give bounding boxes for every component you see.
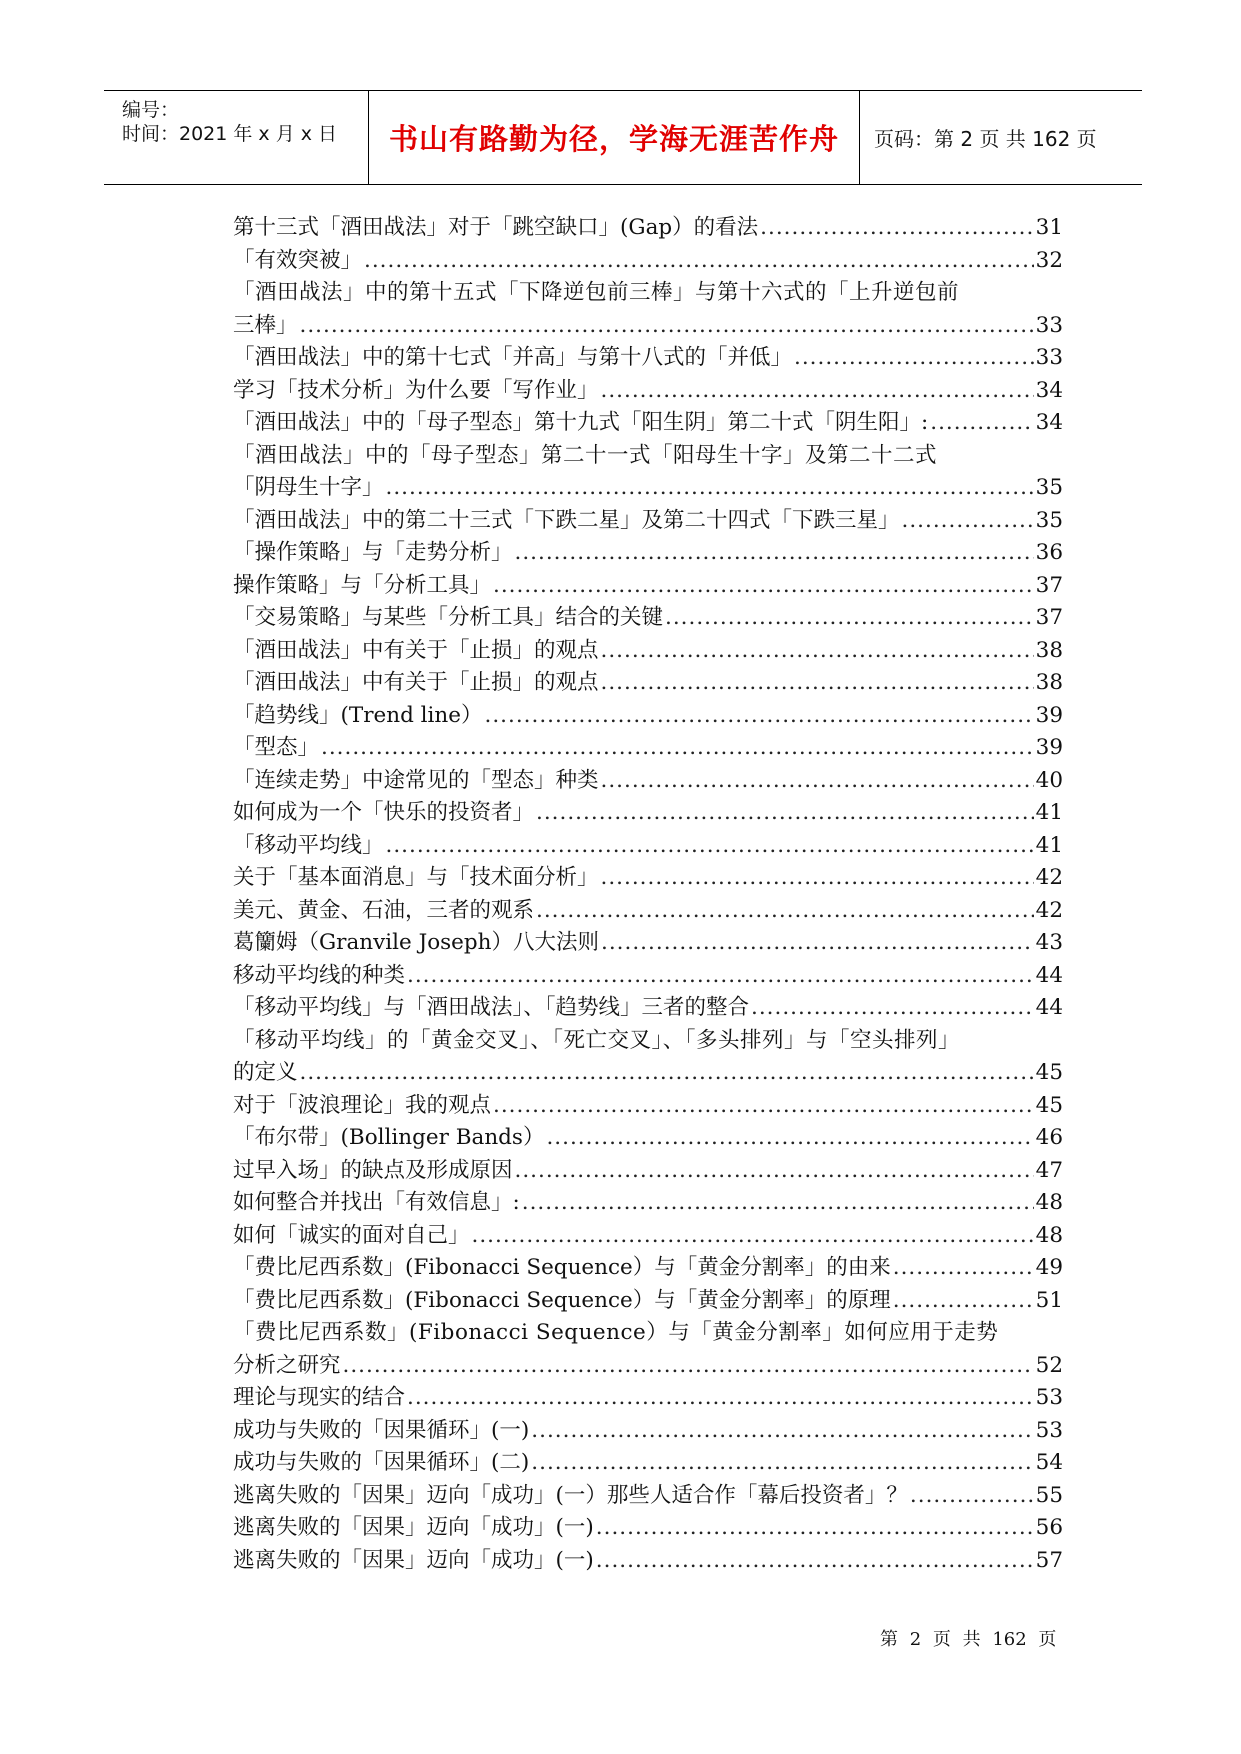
dot-leader	[760, 212, 1033, 245]
toc-entry[interactable]	[233, 1025, 1063, 1090]
toc-entry-page: 45	[1035, 1060, 1063, 1085]
table-of-contents	[233, 212, 1063, 1577]
number-label: 编号：	[122, 99, 180, 121]
toc-entry-line	[233, 505, 1063, 538]
toc-entry-page: 45	[1035, 1092, 1063, 1118]
dot-leader	[531, 1447, 1033, 1480]
toc-entry-title: 「移动平均线」	[233, 832, 384, 858]
toc-entry-line	[233, 1545, 1063, 1578]
dot-leader	[601, 667, 1034, 700]
toc-entry[interactable]	[233, 407, 1063, 440]
toc-entry-page: 42	[1035, 865, 1063, 890]
toc-entry-title: 「有效突被」	[233, 247, 363, 273]
toc-entry-line	[233, 1252, 1063, 1285]
toc-entry-page: 49	[1035, 1255, 1063, 1280]
dot-leader	[910, 1480, 1034, 1513]
toc-entry[interactable]	[233, 765, 1063, 798]
toc-entry-title: 「费比尼西系数」(Fibonacci Sequence）与「黄金分割率」的原理	[233, 1287, 891, 1313]
toc-entry-page: 38	[1035, 637, 1063, 663]
toc-entry[interactable]	[233, 277, 1063, 342]
time-label: 时间：2021 年 x 月 x 日	[122, 123, 338, 145]
dot-leader	[300, 1057, 1034, 1090]
toc-entry-line	[233, 797, 1063, 830]
header-page-label: 页码：第 2 页 共 162 页	[874, 127, 1097, 151]
toc-entry-page: 31	[1035, 215, 1063, 240]
toc-entry[interactable]	[233, 700, 1063, 733]
toc-entry-page: 55	[1035, 1482, 1063, 1508]
dot-leader	[472, 1220, 1034, 1253]
toc-entry-line	[233, 1090, 1063, 1123]
toc-entry-line	[233, 700, 1063, 733]
toc-entry-page: 44	[1035, 995, 1063, 1020]
toc-entry-title: 如何「诚实的面对自己」	[233, 1222, 470, 1248]
toc-entry[interactable]	[233, 537, 1063, 570]
toc-entry-title-line: 「移动平均线」的「黄金交叉」、「死亡交叉」、「多头排列」与「空头排列」	[233, 1027, 961, 1053]
dot-leader	[515, 537, 1034, 570]
toc-entry[interactable]	[233, 797, 1063, 830]
toc-entry-title: 成功与失败的「因果循环」(一)	[233, 1417, 530, 1443]
toc-entry-page: 48	[1035, 1190, 1063, 1215]
toc-entry-title: 逃离失败的「因果」迈向「成功」(一)	[233, 1515, 594, 1540]
dot-leader	[536, 895, 1034, 928]
toc-entry-line	[233, 1187, 1063, 1220]
toc-entry-page: 33	[1035, 345, 1063, 370]
toc-entry[interactable]	[233, 440, 1063, 505]
dot-leader	[321, 732, 1034, 765]
toc-entry[interactable]	[233, 212, 1063, 245]
toc-entry-line	[233, 212, 1063, 245]
toc-entry[interactable]	[233, 1252, 1063, 1285]
toc-entry[interactable]	[233, 1480, 1063, 1513]
dot-leader	[596, 1512, 1034, 1545]
toc-entry-page: 34	[1035, 377, 1063, 403]
dot-leader	[364, 245, 1034, 278]
toc-entry[interactable]	[233, 1447, 1063, 1480]
toc-entry-line	[233, 732, 1063, 765]
dot-leader	[930, 407, 1033, 440]
toc-entry[interactable]	[233, 635, 1063, 668]
toc-entry-title: 对于「波浪理论」我的观点	[233, 1092, 492, 1118]
toc-entry-page: 53	[1035, 1385, 1063, 1410]
toc-entry-page: 37	[1035, 605, 1063, 630]
toc-entry-title: 葛籣姆（Granvile Joseph）八大法则	[233, 930, 600, 955]
dot-leader	[751, 992, 1034, 1025]
toc-entry[interactable]	[233, 1285, 1063, 1318]
dot-leader	[536, 797, 1034, 830]
toc-entry-page: 41	[1035, 800, 1063, 825]
toc-entry-line	[233, 927, 1063, 960]
dot-leader	[531, 1415, 1033, 1448]
dot-leader	[893, 1285, 1034, 1318]
dot-leader	[546, 1122, 1033, 1155]
toc-entry-line	[233, 1350, 1063, 1383]
toc-entry-title: 美元、黄金、石油，三者的观系	[233, 897, 535, 923]
toc-entry-page: 44	[1035, 962, 1063, 988]
toc-entry-title: 分析之研究	[233, 1352, 341, 1378]
toc-entry-page: 36	[1035, 540, 1063, 565]
toc-entry-title: 过早入场」的缺点及形成原因	[233, 1157, 513, 1183]
toc-entry-line	[233, 895, 1063, 928]
toc-entry-page: 43	[1035, 930, 1063, 955]
toc-entry-page: 32	[1035, 247, 1063, 273]
toc-entry-line	[233, 667, 1063, 700]
toc-entry-title: 「阴母生十字」	[233, 475, 384, 500]
toc-entry-page: 54	[1035, 1450, 1063, 1475]
toc-entry-title: 「酒田战法」中有关于「止损」的观点	[233, 637, 599, 663]
toc-entry[interactable]	[233, 1545, 1063, 1578]
dot-leader	[794, 342, 1034, 375]
toc-entry-page: 41	[1035, 832, 1063, 858]
toc-entry-line	[233, 1155, 1063, 1188]
dot-leader	[407, 960, 1034, 993]
toc-entry-title: 「交易策略」与某些「分析工具」结合的关键	[233, 605, 664, 630]
toc-entry[interactable]	[233, 602, 1063, 635]
toc-entry-page: 35	[1035, 507, 1063, 533]
dot-leader	[386, 472, 1034, 505]
toc-entry-page: 52	[1035, 1352, 1063, 1378]
dot-leader	[407, 1382, 1034, 1415]
toc-entry[interactable]	[233, 1415, 1063, 1448]
toc-entry-page: 46	[1035, 1125, 1063, 1150]
toc-entry[interactable]	[233, 927, 1063, 960]
dot-leader	[601, 862, 1034, 895]
dot-leader	[343, 1350, 1034, 1383]
dot-leader	[601, 375, 1034, 408]
dot-leader	[386, 830, 1034, 863]
toc-entry-title: 「操作策略」与「走势分析」	[233, 540, 513, 565]
toc-entry-title: 「连续走势」中途常见的「型态」种类	[233, 767, 599, 793]
toc-entry-title: 第十三式「酒田战法」对于「跳空缺口」(Gap）的看法	[233, 215, 759, 240]
dot-leader	[601, 927, 1034, 960]
toc-entry-line	[233, 342, 1063, 375]
toc-entry[interactable]	[233, 1317, 1063, 1382]
toc-entry[interactable]	[233, 830, 1063, 863]
dot-leader	[596, 1545, 1034, 1578]
toc-entry-title: 逃离失败的「因果」迈向「成功」(一）那些人适合作「幕后投资者」？	[233, 1482, 908, 1508]
toc-entry-line	[233, 1285, 1063, 1318]
toc-entry-line	[233, 1220, 1063, 1253]
dot-leader	[300, 310, 1034, 343]
toc-entry-title: 操作策略」与「分析工具」	[233, 572, 492, 598]
dot-leader	[665, 602, 1034, 635]
toc-entry-title: 移动平均线的种类	[233, 962, 406, 988]
toc-entry-line	[233, 635, 1063, 668]
toc-entry-line	[233, 570, 1063, 603]
toc-entry-title: 「移动平均线」与「酒田战法」、「趋势线」三者的整合	[233, 995, 750, 1020]
toc-entry-title-line: 「费比尼西系数」(Fibonacci Sequence）与「黄金分割率」如何应用于走势	[233, 1320, 999, 1345]
toc-entry-line	[233, 472, 1063, 505]
toc-entry-page: 42	[1035, 897, 1063, 923]
toc-entry[interactable]	[233, 375, 1063, 408]
toc-entry[interactable]	[233, 1122, 1063, 1155]
toc-entry-page: 40	[1035, 767, 1063, 793]
toc-entry-title: 「费比尼西系数」(Fibonacci Sequence）与「黄金分割率」的由来	[233, 1255, 891, 1280]
toc-entry-line	[233, 407, 1063, 440]
toc-entry-line	[233, 830, 1063, 863]
toc-entry-title: 如何整合并找出「有效信息」:	[233, 1190, 520, 1215]
toc-entry-line	[233, 765, 1063, 798]
toc-entry-page: 56	[1035, 1515, 1063, 1540]
dot-leader	[893, 1252, 1034, 1285]
toc-entry-title: 「酒田战法」中的第十七式「并高」与第十八式的「并低」	[233, 345, 793, 370]
toc-entry-title: 逃离失败的「因果」迈向「成功」(一)	[233, 1547, 594, 1573]
toc-entry-line	[233, 1057, 1063, 1090]
toc-entry-title: 「布尔带」(Bollinger Bands）	[233, 1125, 545, 1150]
header-meta	[116, 91, 366, 184]
toc-entry-line	[233, 862, 1063, 895]
toc-entry[interactable]	[233, 1155, 1063, 1188]
toc-entry[interactable]	[233, 1187, 1063, 1220]
header-motto: 书山有路勤为径，学海无涯苦作舟	[388, 122, 839, 156]
toc-entry-title: 「酒田战法」中的第二十三式「下跌二星」及第二十四式「下跌三星」	[233, 507, 900, 533]
toc-entry-page: 33	[1035, 312, 1063, 338]
toc-entry-line	[233, 602, 1063, 635]
toc-entry-page: 57	[1035, 1547, 1063, 1573]
dot-leader	[601, 765, 1034, 798]
toc-entry[interactable]	[233, 245, 1063, 278]
toc-entry-page: 39	[1035, 702, 1063, 728]
toc-entry-title-line: 「酒田战法」中的「母子型态」第二十一式「阳母生十字」及第二十二式	[233, 442, 938, 468]
toc-entry-line	[233, 1480, 1063, 1513]
toc-entry[interactable]	[233, 732, 1063, 765]
toc-entry-title: 「型态」	[233, 735, 320, 760]
toc-entry-page: 39	[1035, 735, 1063, 760]
toc-entry[interactable]	[233, 570, 1063, 603]
toc-entry-line	[233, 310, 1063, 343]
toc-entry[interactable]	[233, 667, 1063, 700]
toc-entry[interactable]	[233, 505, 1063, 538]
toc-entry-title: 成功与失败的「因果循环」(二)	[233, 1450, 530, 1475]
toc-entry[interactable]	[233, 1090, 1063, 1123]
toc-entry[interactable]	[233, 895, 1063, 928]
dot-leader	[515, 1155, 1034, 1188]
toc-entry-title-line: 「酒田战法」中的第十五式「下降逆包前三棒」与第十六式的「上升逆包前	[233, 280, 960, 305]
toc-entry-page: 48	[1035, 1222, 1063, 1248]
toc-entry-title: 的定义	[233, 1060, 298, 1085]
toc-entry[interactable]	[233, 862, 1063, 895]
dot-leader	[493, 570, 1034, 603]
toc-entry-title: 学习「技术分析」为什么要「写作业」	[233, 377, 599, 403]
dot-leader	[485, 700, 1034, 733]
toc-entry-title: 关于「基本面消息」与「技术面分析」	[233, 865, 599, 890]
toc-entry-line	[233, 960, 1063, 993]
toc-entry-title: 「趋势线」(Trend line）	[233, 702, 483, 728]
toc-entry[interactable]	[233, 960, 1063, 993]
toc-entry-title: 三棒」	[233, 312, 298, 338]
dot-leader	[601, 635, 1034, 668]
toc-entry-line	[233, 375, 1063, 408]
dot-leader	[522, 1187, 1034, 1220]
toc-entry-title: 理论与现实的结合	[233, 1385, 406, 1410]
toc-entry[interactable]	[233, 1382, 1063, 1415]
header-divider	[859, 91, 860, 184]
dot-leader	[902, 505, 1034, 538]
toc-entry-page: 51	[1035, 1287, 1063, 1313]
toc-entry-line	[233, 1447, 1063, 1480]
toc-entry[interactable]	[233, 992, 1063, 1025]
toc-entry-line	[233, 1415, 1063, 1448]
toc-entry-page: 34	[1035, 410, 1063, 435]
toc-entry-page: 37	[1035, 572, 1063, 598]
toc-entry[interactable]	[233, 1220, 1063, 1253]
toc-entry-line	[233, 537, 1063, 570]
toc-entry-line	[233, 992, 1063, 1025]
toc-entry-page: 53	[1035, 1417, 1063, 1443]
toc-entry-title: 「酒田战法」中有关于「止损」的观点	[233, 670, 599, 695]
toc-entry-page: 35	[1035, 475, 1063, 500]
toc-entry-line	[233, 1382, 1063, 1415]
toc-entry-page: 38	[1035, 670, 1063, 695]
toc-entry-line	[233, 245, 1063, 278]
toc-entry-title: 如何成为一个「快乐的投资者」	[233, 800, 535, 825]
toc-entry-line	[233, 1122, 1063, 1155]
toc-entry-page: 47	[1035, 1157, 1063, 1183]
toc-entry[interactable]	[233, 342, 1063, 375]
toc-entry-line	[233, 1512, 1063, 1545]
page-header	[104, 90, 1142, 185]
page-footer: 第 2 页 共 162 页	[880, 1629, 1057, 1650]
dot-leader	[493, 1090, 1034, 1123]
toc-entry[interactable]	[233, 1512, 1063, 1545]
toc-entry-title: 「酒田战法」中的「母子型态」第十九式「阳生阴」第二十式「阴生阳」:	[233, 410, 929, 435]
